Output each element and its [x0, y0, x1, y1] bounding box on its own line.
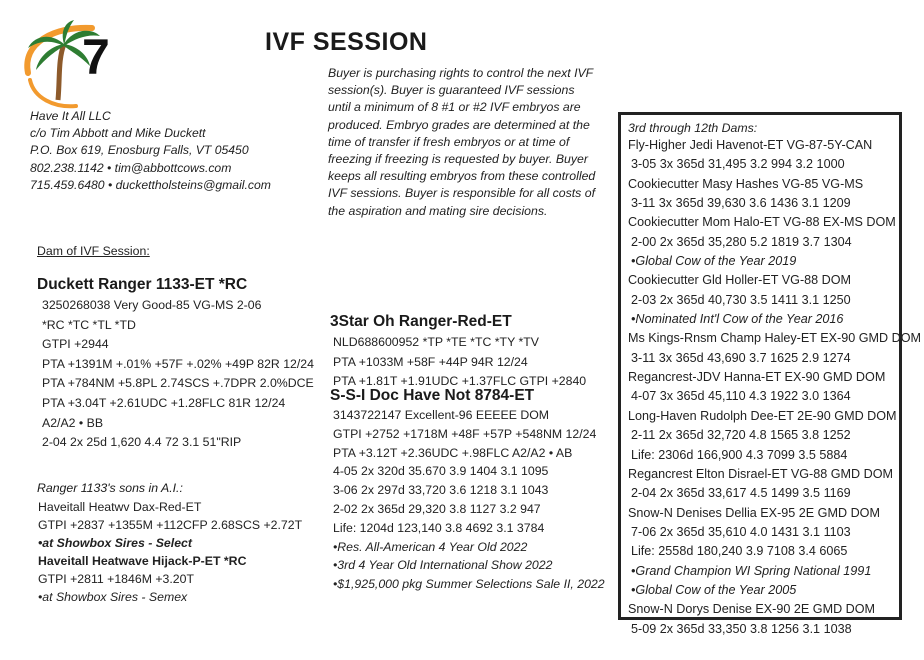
- consignor-contact: Have It All LLC c/o Tim Abbott and Mike Duckett P.O. Box 619, Enosburg Falls, VT 05450 802.238.1142 • tim@abbottcows.com 715.459.6480 • duckettholsteins@gmail.com: [30, 109, 271, 192]
- pedigree-label: 3rd through 12th Dams:: [628, 121, 758, 135]
- granddam-name: S-S-I Doc Have Not 8784-ET: [330, 387, 535, 404]
- sons-list: Haveitall Heatwv Dax-Red-ET GTPI +2837 +1355M +112CFP 2.68SCS +2.72T •at Showbox Sires - Select Haveitall Heatwave Hijack-P-ET *RC GTPI +2811 +1846M +3.20T •at Showbox Sires - Semex: [38, 500, 303, 604]
- sire-name: 3Star Oh Ranger-Red-ET: [330, 313, 512, 330]
- granddam-details: 3143722147 Excellent-96 EEEEE DOM GTPI +2752 +1718M +48F +57P +548NM 12/24 PTA +3.12T +2.36UDC +.98FLC A2/A2 • AB 4-05 2x 320d 35.670 3.9 1404 3.1 1095 3-06 2x 297d 33,720 3.6 1218 3.1 1043 2-02 2x 365d 29,320 3.8 1127 3.2 947 Life: 1204d 123,140 3.8 4692 3.1 3784 •Res. All-American 4 Year Old 2022 •3rd 4 Year Old International Show 2022 •$1,925,000 pkg Summer Selections Sale II, 2022: [333, 408, 605, 592]
- lot-number: 7: [82, 29, 110, 85]
- page-title: IVF SESSION: [265, 28, 428, 56]
- session-description: Buyer is purchasing rights to control the next IVF session(s). Buyer is guaranteed IVF sessions until a minimum of 8 #1 or #2 IVF embryos are produced. Embryo grades are determined at the time of transfer if fresh embryos or at time of freezing if freezing is requested by buyer. Buyer keeps all resulting embryos from these controlled IVF sessions. Buyer is responsible for all costs of the aspiration and mating sire decisions.: [328, 66, 596, 218]
- dam-details: 3250268038 Very Good-85 VG-MS 2-06 *RC *TC *TL *TD GTPI +2944 PTA +1391M +.01% +57F +.02% +49P 82R 12/24 PTA +784NM +5.8PL 2.74SCS +.7DPR 2.0%DCE PTA +3.04T +2.61UDC +1.28FLC 81R 12/24 A2/A2 • BB 2-04 2x 25d 1,620 4.4 72 3.1 51"RIP: [42, 298, 314, 450]
- pedigree-list: Fly-Higher Jedi Havenot-ET VG-87-5Y-CAN 3-05 3x 365d 31,495 3.2 994 3.2 1000 Cookiecutter Masy Hashes VG-85 VG-MS 3-11 3x 365d 39,630 3.6 1436 3.1 1209 Cookiecutter Mom Halo-ET VG-88 EX-MS DOM 2-00 2x 365d 35,280 5.2 1819 3.7 1304 •Global Cow of the Year 2019 Cookiecutter Gld Holler-ET VG-88 DOM 2-03 2x 365d 40,730 3.5 1411 3.1 1250 •Nominated Int'l Cow of the Year 2016 Ms Kings-Rnsm Champ Haley-ET EX-90 GMD DOM 3-11 3x 365d 43,690 3.7 1625 2.9 1274 Regancrest-JDV Hanna-ET EX-90 GMD DOM 4-07 3x 365d 45,110 4.3 1922 3.0 1364 Long-Haven Rudolph Dee-ET 2E-90 GMD DOM 2-11 2x 365d 32,720 4.8 1565 3.8 1252 Life: 2306d 166,900 4.3 7099 3.5 5884 Regancrest Elton Disrael-ET VG-88 GMD DOM 2-04 2x 365d 33,617 4.5 1499 3.5 1169 Snow-N Denises Dellia EX-95 2E GMD DOM 7-06 2x 365d 35,610 4.0 1431 3.1 1103 Life: 2558d 180,240 3.9 7108 3.4 6065 •Grand Champion WI Spring National 1991 •Global Cow of the Year 2005 Snow-N Dorys Denise EX-90 2E GMD DOM 5-09 2x 365d 33,350 3.8 1256 3.1 1038: [628, 138, 921, 636]
- sons-label: Ranger 1133's sons in A.I.:: [37, 481, 183, 495]
- dam-name: Duckett Ranger 1133-ET *RC: [37, 276, 248, 293]
- sire-details: NLD688600952 *TP *TE *TC *TY *TV PTA +1033M +58F +44P 94R 12/24 PTA +1.81T +1.91UDC +1.37FLC GTPI +2840: [333, 335, 587, 388]
- dam-section-label: Dam of IVF Session:: [37, 244, 150, 258]
